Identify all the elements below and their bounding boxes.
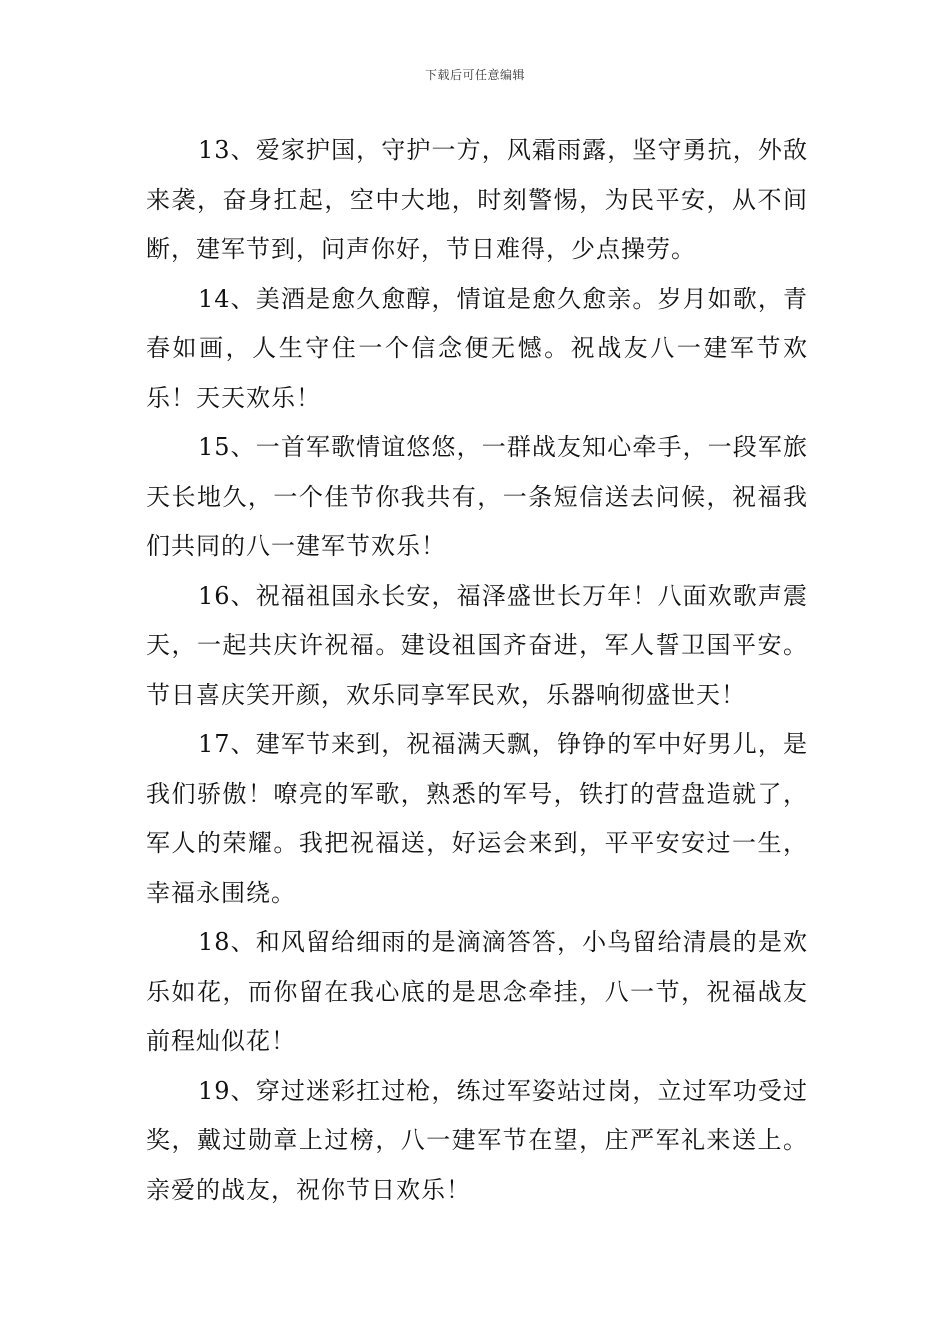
paragraph-13: 13、爱家护国，守护一方，风霜雨露，坚守勇抗，外敌来袭，奋身扛起，空中大地，时刻警惕，为民平安，从不间断，建军节到，问声你好，节日难得，少点操劳。 (146, 136, 808, 263)
paragraph-15: 15、一首军歌情谊悠悠，一群战友知心牵手，一段军旅天长地久，一个佳节你我共有，一条短信送去问候，祝福我们共同的八一建军节欢乐！ (146, 433, 808, 560)
paragraph-18: 18、和风留给细雨的是滴滴答答，小鸟留给清晨的是欢乐如花，而你留在我心底的是思念牵挂，八一节，祝福战友前程灿似花！ (146, 928, 808, 1055)
paragraph-17: 17、建军节来到，祝福满天飘，铮铮的军中好男儿，是我们骄傲！嘹亮的军歌，熟悉的军号，铁打的营盘造就了，军人的荣耀。我把祝福送，好运会来到，平平安安过一生，幸福永围绕。 (146, 730, 808, 907)
document-body (146, 126, 808, 1215)
paragraph-14: 14、美酒是愈久愈醇，情谊是愈久愈亲。岁月如歌，青春如画，人生守住一个信念便无憾。祝战友八一建军节欢乐！天天欢乐！ (146, 284, 808, 412)
paragraph-19: 19、穿过迷彩扛过枪，练过军姿站过岗，立过军功受过奖，戴过勋章上过榜，八一建军节在望，庄严军礼来送上。亲爱的战友，祝你节日欢乐！ (146, 1076, 808, 1204)
paragraph-16: 16、祝福祖国永长安，福泽盛世长万年！八面欢歌声震天，一起共庆许祝福。建设祖国齐奋进，军人誓卫国平安。节日喜庆笑开颜，欢乐同享军民欢，乐器响彻盛世天！ (146, 581, 808, 709)
header-note: 下载后可任意编辑 (424, 68, 525, 82)
